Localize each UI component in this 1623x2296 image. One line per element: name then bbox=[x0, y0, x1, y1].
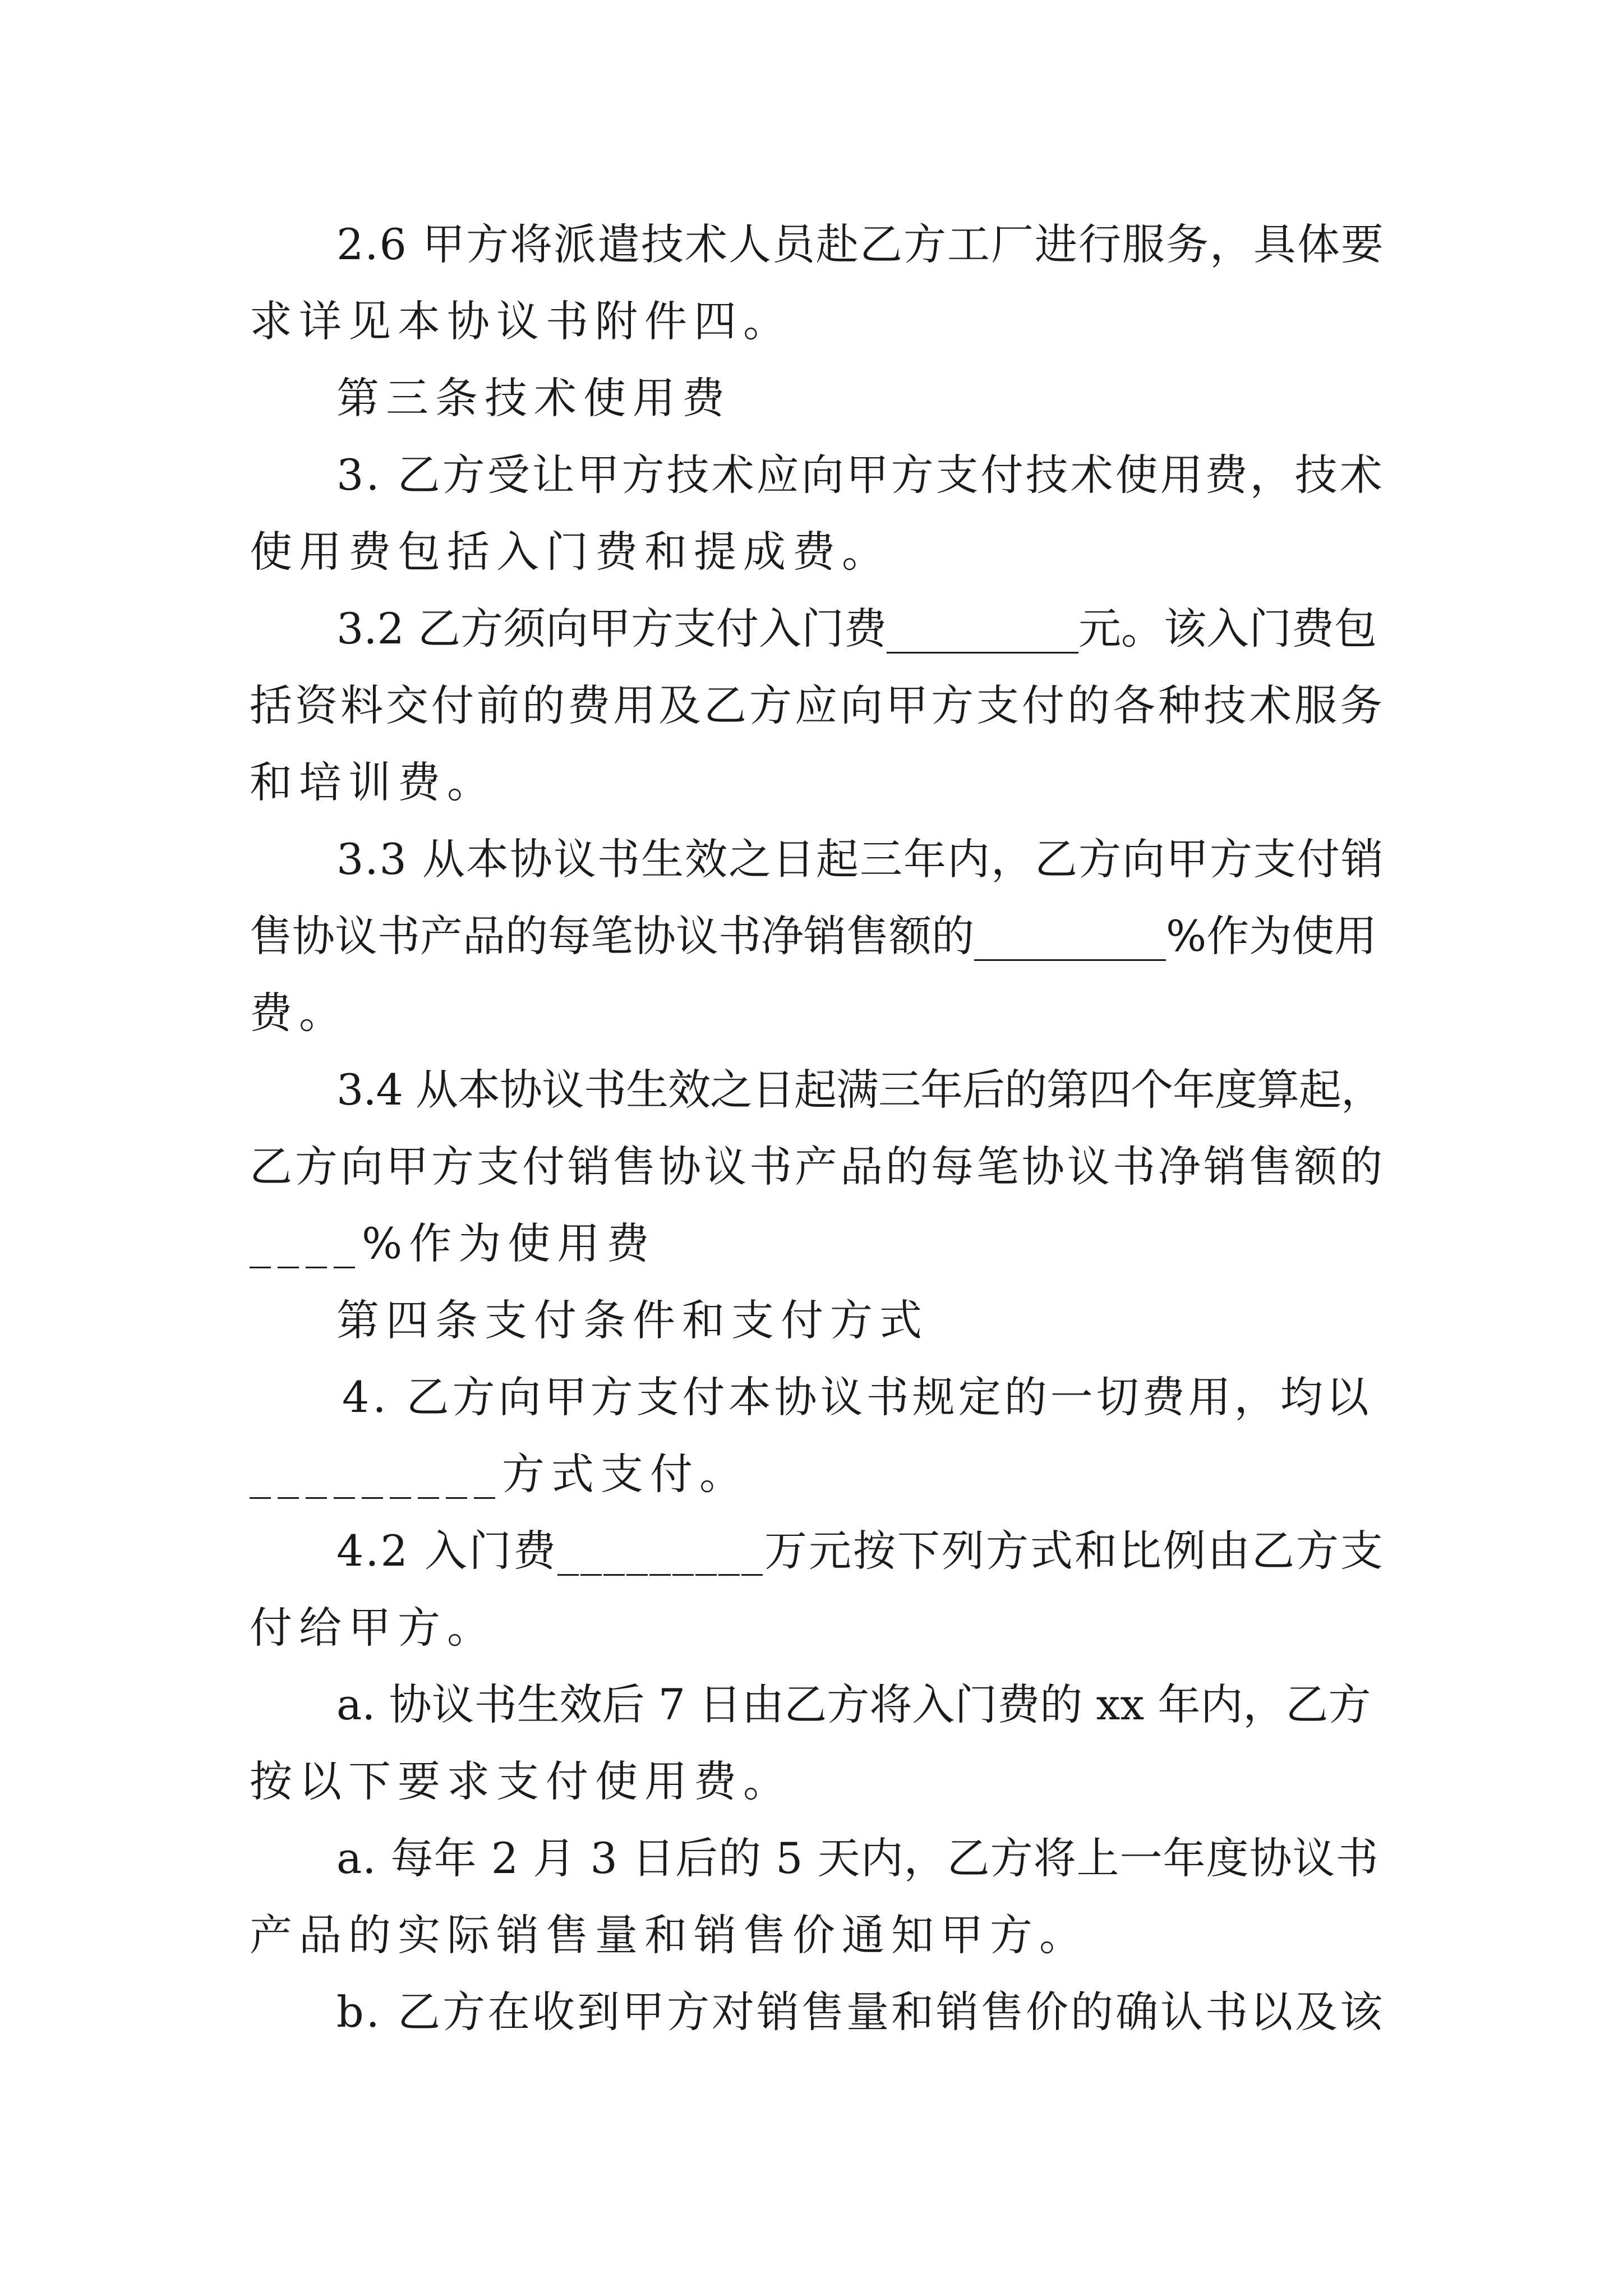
text-line: 和培训费。 bbox=[250, 757, 496, 807]
text-line: 求详见本协议书附件四。 bbox=[250, 296, 792, 346]
text-line: 3.2 乙方须向甲方支付入门费_________元。该入门费包 bbox=[336, 604, 1377, 654]
text-line: 括资料交付前的费用及乙方应向甲方支付的各种技术服务 bbox=[250, 680, 1385, 730]
text-line: b. 乙方在收到甲方对销售量和销售价的确认书以及该 bbox=[336, 1987, 1385, 2037]
text-line: 3.4 从本协议书生效之日起满三年后的第四个年度算起， bbox=[336, 1065, 1384, 1115]
text-line: a. 协议书生效后 7 日由乙方将入门费的 xx 年内，乙方 bbox=[336, 1680, 1371, 1729]
text-line: 3.3 从本协议书生效之日起三年内，乙方向甲方支付销 bbox=[336, 834, 1385, 884]
section-heading: 第四条支付条件和支付方式 bbox=[336, 1295, 929, 1345]
text-line: _________方式支付。 bbox=[250, 1449, 749, 1499]
text-line: 3. 乙方受让甲方技术应向甲方支付技术使用费，技术 bbox=[336, 450, 1385, 500]
text-line: 付给甲方。 bbox=[250, 1603, 496, 1653]
text-line: 按以下要求支付使用费。 bbox=[250, 1756, 792, 1806]
text-line: a. 每年 2 月 3 日后的 5 天内，乙方将上一年度协议书 bbox=[336, 1833, 1379, 1883]
text-line: 4. 乙方向甲方支付本协议书规定的一切费用，均以 bbox=[342, 1372, 1372, 1422]
text-line: 使用费包括入门费和提成费。 bbox=[250, 527, 891, 577]
text-line: 售协议书产品的每笔协议书净销售额的_________%作为使用 bbox=[250, 911, 1377, 961]
text-line: 乙方向甲方支付销售协议书产品的每笔协议书净销售额的 bbox=[250, 1142, 1385, 1191]
text-line: 产品的实际销售量和销售价通知甲方。 bbox=[250, 1910, 1089, 1960]
text-line: ____%作为使用费 bbox=[250, 1218, 656, 1268]
text-line: 4.2 入门费_________万元按下列方式和比例由乙方支 bbox=[336, 1526, 1385, 1576]
text-line: 费。 bbox=[250, 988, 348, 1038]
text-line: 2.6 甲方将派遣技术人员赴乙方工厂进行服务，具体要 bbox=[336, 219, 1385, 269]
section-heading: 第三条技术使用费 bbox=[336, 373, 731, 423]
